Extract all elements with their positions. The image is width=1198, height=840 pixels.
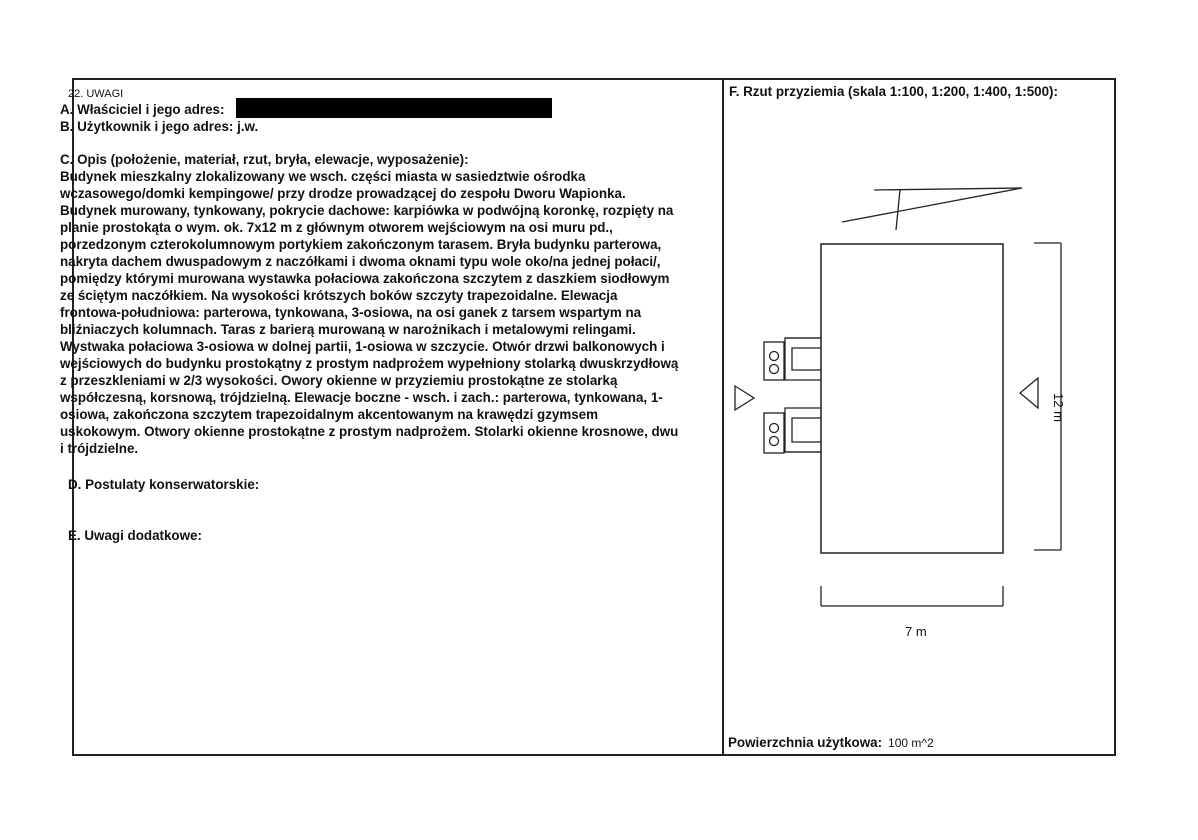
description-line: nakryta dachem dwuspadowym z naczółkami i dwoma oknami typu wole oko/na jednej połaci/, [60,254,661,269]
description-line: osiowa, zakończona szczytem trapezoidalnym akcentowanym na krawędzi gzymsem [60,407,599,422]
description-line: z przeszkleniami w 2/3 wysokości. Owory okienne w przyziemiu prostokątne ze stolarką [60,373,618,388]
section-number: 22. UWAGI [68,88,124,100]
height-dimension-label: 12 m [1051,393,1066,422]
portico [785,338,821,452]
north-arrow-icon [842,188,1022,230]
description-line: wejściowych do budynku prostokątny z prostym nadprożem wypełniony stolarką dwuskrzydłową [60,356,679,371]
column-icon [764,342,784,453]
description-line: bliźniaczych kolumnach. Taras z barierą murowaną w narożnikach i metalowymi relingami. [60,322,636,337]
description-line: współczesną, korsnową, trójdzielną. Elewacje boczne - wsch. i zach.: parterowa, tynkowana, 1- [60,390,663,405]
redaction-bar [236,98,552,118]
floor-plan-title: F. Rzut przyziemia (skala 1:100, 1:200, 1:400, 1:500): [729,84,1058,99]
description-line: i trójdzielne. [60,441,139,456]
postulates-label: D. Postulaty konserwatorskie: [68,477,260,492]
building-outline [821,244,1003,553]
user-label: B. Użytkownik i jego adres: j.w. [60,119,259,134]
description-line: Wystwaka połaciowa 3-osiowa w dolnej partii, 1-osiowa w szczycie. Otwór drzwi balkonowych i [60,339,665,354]
owner-label: A. Właściciel i jego adres: [60,102,225,117]
area-value: 100 m^2 [888,736,934,750]
width-dimension [821,586,1003,606]
description-line: planie prostokąta o wym. ok. 7x12 m z głównym otworem wejściowym na osi muru pd., [60,220,613,235]
description-line: frontowa-południowa: parterowa, tynkowana, 3-osiowa, na osi ganek z tarsem wspartym na [60,305,642,320]
description-line: porzedzonym czterokolumnowym portykiem zakończonym tarasem. Bryła budynku parterowa, [60,237,662,252]
description-line: uskokowym. Otwory okienne prostokątne z prostym nadprożem. Stolarki okienne krosnowe, dwu [60,424,679,439]
description-heading: C. Opis (położenie, materiał, rzut, bryła, elewacje, wyposażenie): [60,152,469,167]
description-line: Budynek mieszkalny zlokalizowany we wsch. części miasta w sasiedztwie ośrodka [60,169,586,184]
description-line: ze ściętym naczółkiem. Na wysokości krótszych boków szczyty trapezoidalne. Elewacja [60,288,618,303]
remarks-label: E. Uwagi dodatkowe: [68,528,202,543]
remarks-section [60,88,720,544]
width-dimension-label: 7 m [905,624,927,639]
usable-area [728,735,934,750]
description-line: wczasowego/domki kempingowe/ przy drodze prowadzącej do zespołu Dworu Wapionka. [60,186,626,201]
section-marker-left-icon [735,386,754,410]
description-line: Budynek murowany, tynkowany, pokrycie dachowe: karpiówka w podwójną koronkę, rozpięty na [60,203,674,218]
section-marker-right-icon [1020,378,1038,408]
description-line: pomiędzy którymi murowana wystawka połaciowa zakończona szczytem z daszkiem siodłowym [60,271,670,286]
area-label: Powierzchnia użytkowa: [728,735,883,750]
